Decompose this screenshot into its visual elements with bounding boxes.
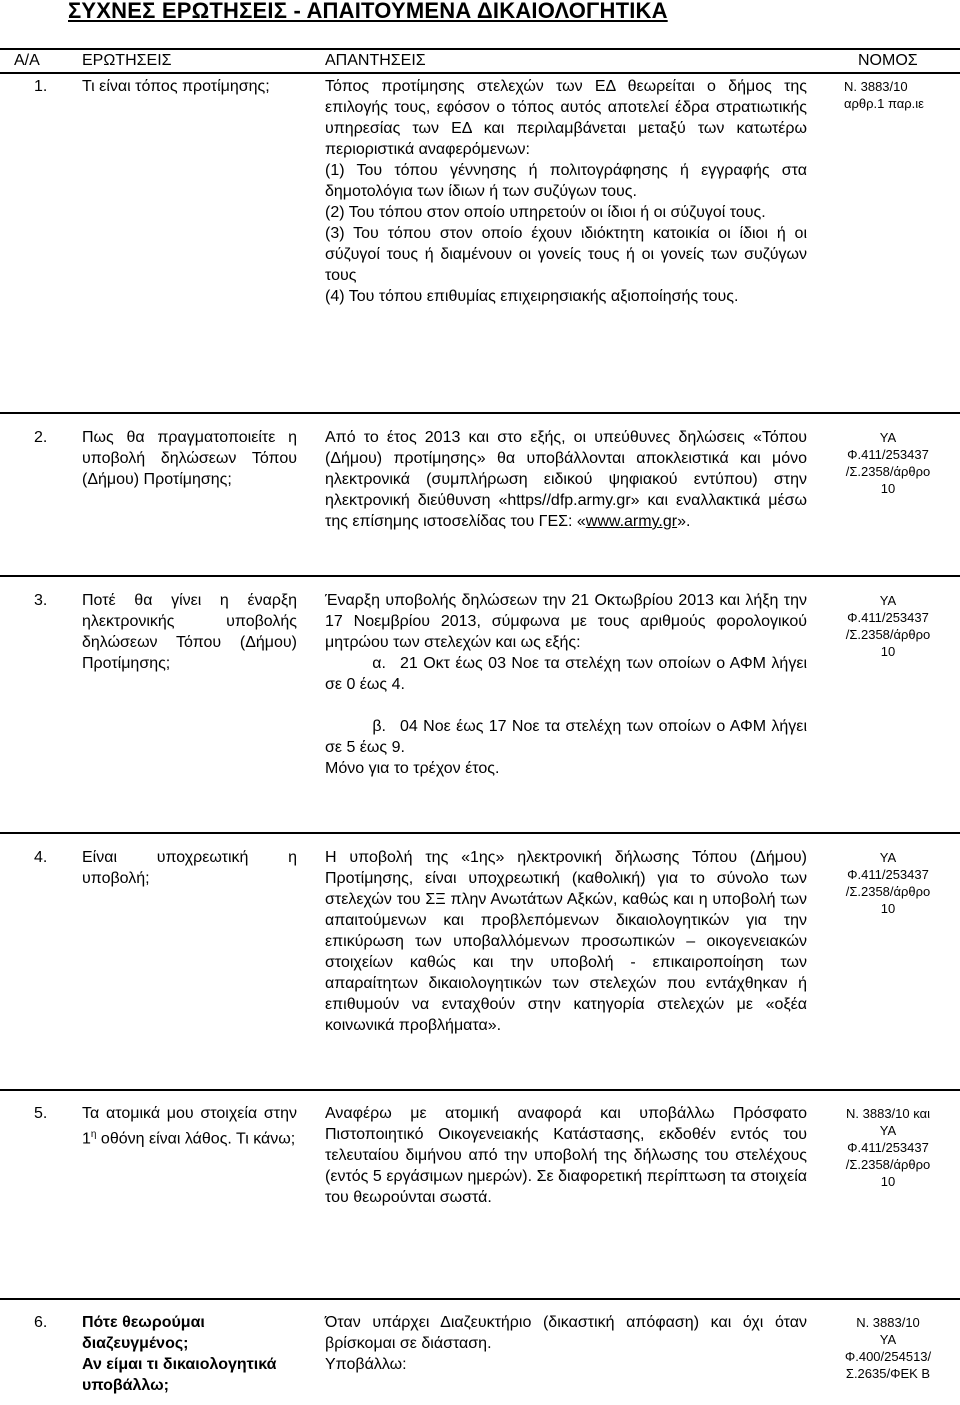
item-label: α. — [372, 655, 386, 672]
law-line: Φ.411/253437 — [847, 447, 929, 462]
question-fragment: οθόνη είναι λάθος. Τι κάνω; — [96, 1130, 296, 1148]
row-number: 2. — [34, 429, 48, 446]
law-line: /Σ.2358/άρθρο — [845, 884, 931, 899]
question-text: Πως θα πραγματοποιείτε η υποβολή δηλώσεων Τόπου (Δήμου) Προτίμησης; — [82, 429, 297, 488]
row-number: 4. — [34, 849, 48, 866]
row-number: 3. — [34, 592, 48, 609]
header-rule — [0, 72, 960, 74]
law-line: Ν. 3883/10 — [844, 79, 908, 94]
answer-item-b — [325, 716, 807, 758]
row-divider — [0, 412, 960, 414]
item-label: β. — [372, 718, 386, 735]
law-line: Φ.400/254513/ — [844, 1349, 932, 1364]
answer-paragraph: (4) Του τόπου επιθυμίας επιχειρησιακής αξιοποίησής τους. — [325, 288, 739, 305]
row-number: 5. — [34, 1105, 48, 1122]
law-line: Σ.2635/ΦΕΚ Β — [845, 1366, 931, 1381]
law-line: Ν. 3883/10 και — [846, 1106, 930, 1121]
law-line: 10 — [880, 644, 896, 659]
answer-paragraph: (1) Του τόπου γέννησης ή πολιτογράφησης ή εγγραφής στα δημοτολόγια των ίδιων ή των συζύγων τους. — [325, 162, 807, 200]
law-line: /Σ.2358/άρθρο — [845, 1157, 931, 1172]
answer-fragment: ». — [677, 513, 691, 530]
law-line: ΥΑ — [879, 850, 897, 865]
answer-text: Αναφέρω με ατομική αναφορά και υποβάλλω Πρόσφατο Πιστοποιητικό Οικογενειακής Κατάστασης, εκδοθέν εντός του τελευταίου διμήνου από την υποβολή της δήλωσης του στελέχους (εντός 5 εργάσιμων ημερών). Σε διαφορετική περίπτωση τα στοιχεία του θεωρούνται σωστά. — [325, 1105, 807, 1206]
answer-text: Η υποβολή της «1ης» ηλεκτρονική δήλωσης Τόπου (Δήμου) Προτίμησης, είναι υποχρεωτική (καθολική) για το σύνολο των στελεχών του ΣΞ πλην Ανωτάτων Αξκών, καθώς και η υποβολή των απαιτούμενων και προβλεπόμενων δικαιολογητικών για την επικύρωση των υποβαλλόμενων προσωπικών – οικογενειακών στοιχείων καθώς και την υποβολή - επικαιροποίηση των απαραίτητων δικαιολογητικών των στελεχών που εντάχθηκαν ή επιθυμούν να ενταχθούν στην κατηγορία στελεχών με «οξέα κοινωνικά προβλήματα». — [325, 849, 807, 1034]
law-line: ΥΑ — [879, 430, 897, 445]
row-number: 6. — [34, 1314, 48, 1331]
item-text: 04 Νοε έως 17 Νοε τα στελέχη των οποίων ο ΑΦΜ λήγει σε 5 έως 9. — [325, 718, 807, 756]
law-line: ΥΑ — [879, 593, 897, 608]
law-line: Φ.411/253437 — [847, 610, 929, 625]
answer-paragraph: (3) Του τόπου στον οποίο έχουν ιδιόκτητη κατοικία οι ίδιοι ή οι σύζυγοί τους ή διαμένουν οι γονείς τους ή οι γονείς των συζύγων τους — [325, 225, 807, 284]
item-text: 21 Οκτ έως 03 Νοε τα στελέχη των οποίων ο ΑΦΜ λήγει σε 0 έως 4. — [325, 655, 807, 693]
question-text — [82, 1312, 287, 1396]
superscript: η — [90, 1129, 97, 1140]
law-reference — [816, 1314, 960, 1382]
header-answers: ΑΠΑΝΤΗΣΕΙΣ — [325, 52, 426, 69]
law-line: /Σ.2358/άρθρο — [845, 627, 931, 642]
answer-text — [325, 590, 807, 779]
answer-fragment: Από το έτος 2013 και στο εξής, οι υπεύθυνες δηλώσεις «Τόπου (Δήμου) προτίμησης» θα υποβάλλονται αποκλειστικά και μόνο ηλεκτρονικά (συμπλήρωση ειδικού ψηφιακού εντύπου) στην ηλεκτρονική διεύθυνση «https//dfp.army.gr» και εναλλακτικά μέσω της επίσημης ιστοσελίδας του ΓΕΣ: « — [325, 429, 807, 530]
row-divider — [0, 575, 960, 577]
question-fragment: Τα ατομικά μου στοιχεία στην 1 — [82, 1105, 297, 1148]
question-text: Τι είναι τόπος προτίμησης; — [82, 78, 270, 95]
page-title: ΣΥΧΝΕΣ ΕΡΩΤΗΣΕΙΣ - ΑΠΑΙΤΟΥΜΕΝΑ ΔΙΚΑΙΟΛΟΓΗΤΙΚΑ — [68, 0, 668, 23]
answer-paragraph: Υποβάλλω: — [325, 1356, 407, 1373]
question-line: Αν είμαι τι δικαιολογητικά υποβάλλω; — [82, 1356, 277, 1394]
answer-note: Μόνο για το τρέχον έτος. — [325, 760, 500, 777]
header-questions: ΕΡΩΤΗΣΕΙΣ — [82, 52, 172, 69]
law-line: Φ.411/253437 — [847, 867, 929, 882]
row-divider — [0, 832, 960, 834]
law-reference — [816, 592, 960, 660]
answer-paragraph: (2) Του τόπου στον οποίο υπηρετούν οι ίδιοι ή οι σύζυγοί τους. — [325, 204, 766, 221]
law-line: 10 — [880, 901, 896, 916]
row-number: 1. — [34, 78, 48, 95]
question-text: Είναι υποχρεωτική η υποβολή; — [82, 849, 297, 887]
row-divider — [0, 1089, 960, 1091]
law-reference — [816, 1105, 960, 1190]
law-line: 10 — [880, 481, 896, 496]
law-line: αρθρ.1 παρ.ιε — [844, 96, 924, 111]
header-aa: Α/Α — [14, 52, 40, 69]
header-law: ΝΟΜΟΣ — [858, 52, 918, 69]
answer-paragraph: Όταν υπάρχει Διαζευκτήριο (δικαστική απόφαση) και όχι όταν βρίσκομαι σε διάσταση. — [325, 1314, 807, 1352]
law-line: Ν. 3883/10 — [856, 1315, 920, 1330]
table-top-border — [0, 48, 960, 50]
answer-text — [325, 1312, 807, 1375]
answer-paragraph: Έναρξη υποβολής δηλώσεων την 21 Οκτωβρίου 2013 και λήξη την 17 Νοεμβρίου 2013, σύμφωνα με τους αριθμούς φορολογικού μητρώου των στελεχών και ως εξής: — [325, 592, 807, 651]
question-line: Πότε θεωρούμαι διαζευγμένος; — [82, 1314, 205, 1352]
law-line: Φ.411/253437 — [847, 1140, 929, 1155]
law-reference — [844, 78, 960, 112]
law-line: ΥΑ — [879, 1332, 897, 1347]
answer-text — [325, 427, 807, 532]
law-line: ΥΑ — [879, 1123, 897, 1138]
question-text: Ποτέ θα γίνει η έναρξη ηλεκτρονικής υποβολής δηλώσεων Τόπου (Δήμου) Προτίμησης; — [82, 592, 297, 672]
law-reference — [816, 849, 960, 917]
answer-paragraph: Τόπος προτίμησης στελεχών των ΕΔ θεωρείται ο δήμος της επιλογής τους, εφόσον ο τόπος αυτός αποτελεί έδρα στρατιωτικής υπηρεσίας των ΕΔ και περιλαμβάνεται μεταξύ των κατωτέρω περιοριστικά αναφερόμενων: — [325, 78, 807, 158]
answer-text — [325, 76, 807, 307]
law-line: /Σ.2358/άρθρο — [845, 464, 931, 479]
law-line: 10 — [880, 1174, 896, 1189]
question-text — [82, 1103, 297, 1149]
law-reference — [816, 429, 960, 497]
row-divider — [0, 1298, 960, 1300]
website-link[interactable]: www.army.gr — [585, 513, 678, 530]
answer-item-a — [325, 653, 807, 695]
